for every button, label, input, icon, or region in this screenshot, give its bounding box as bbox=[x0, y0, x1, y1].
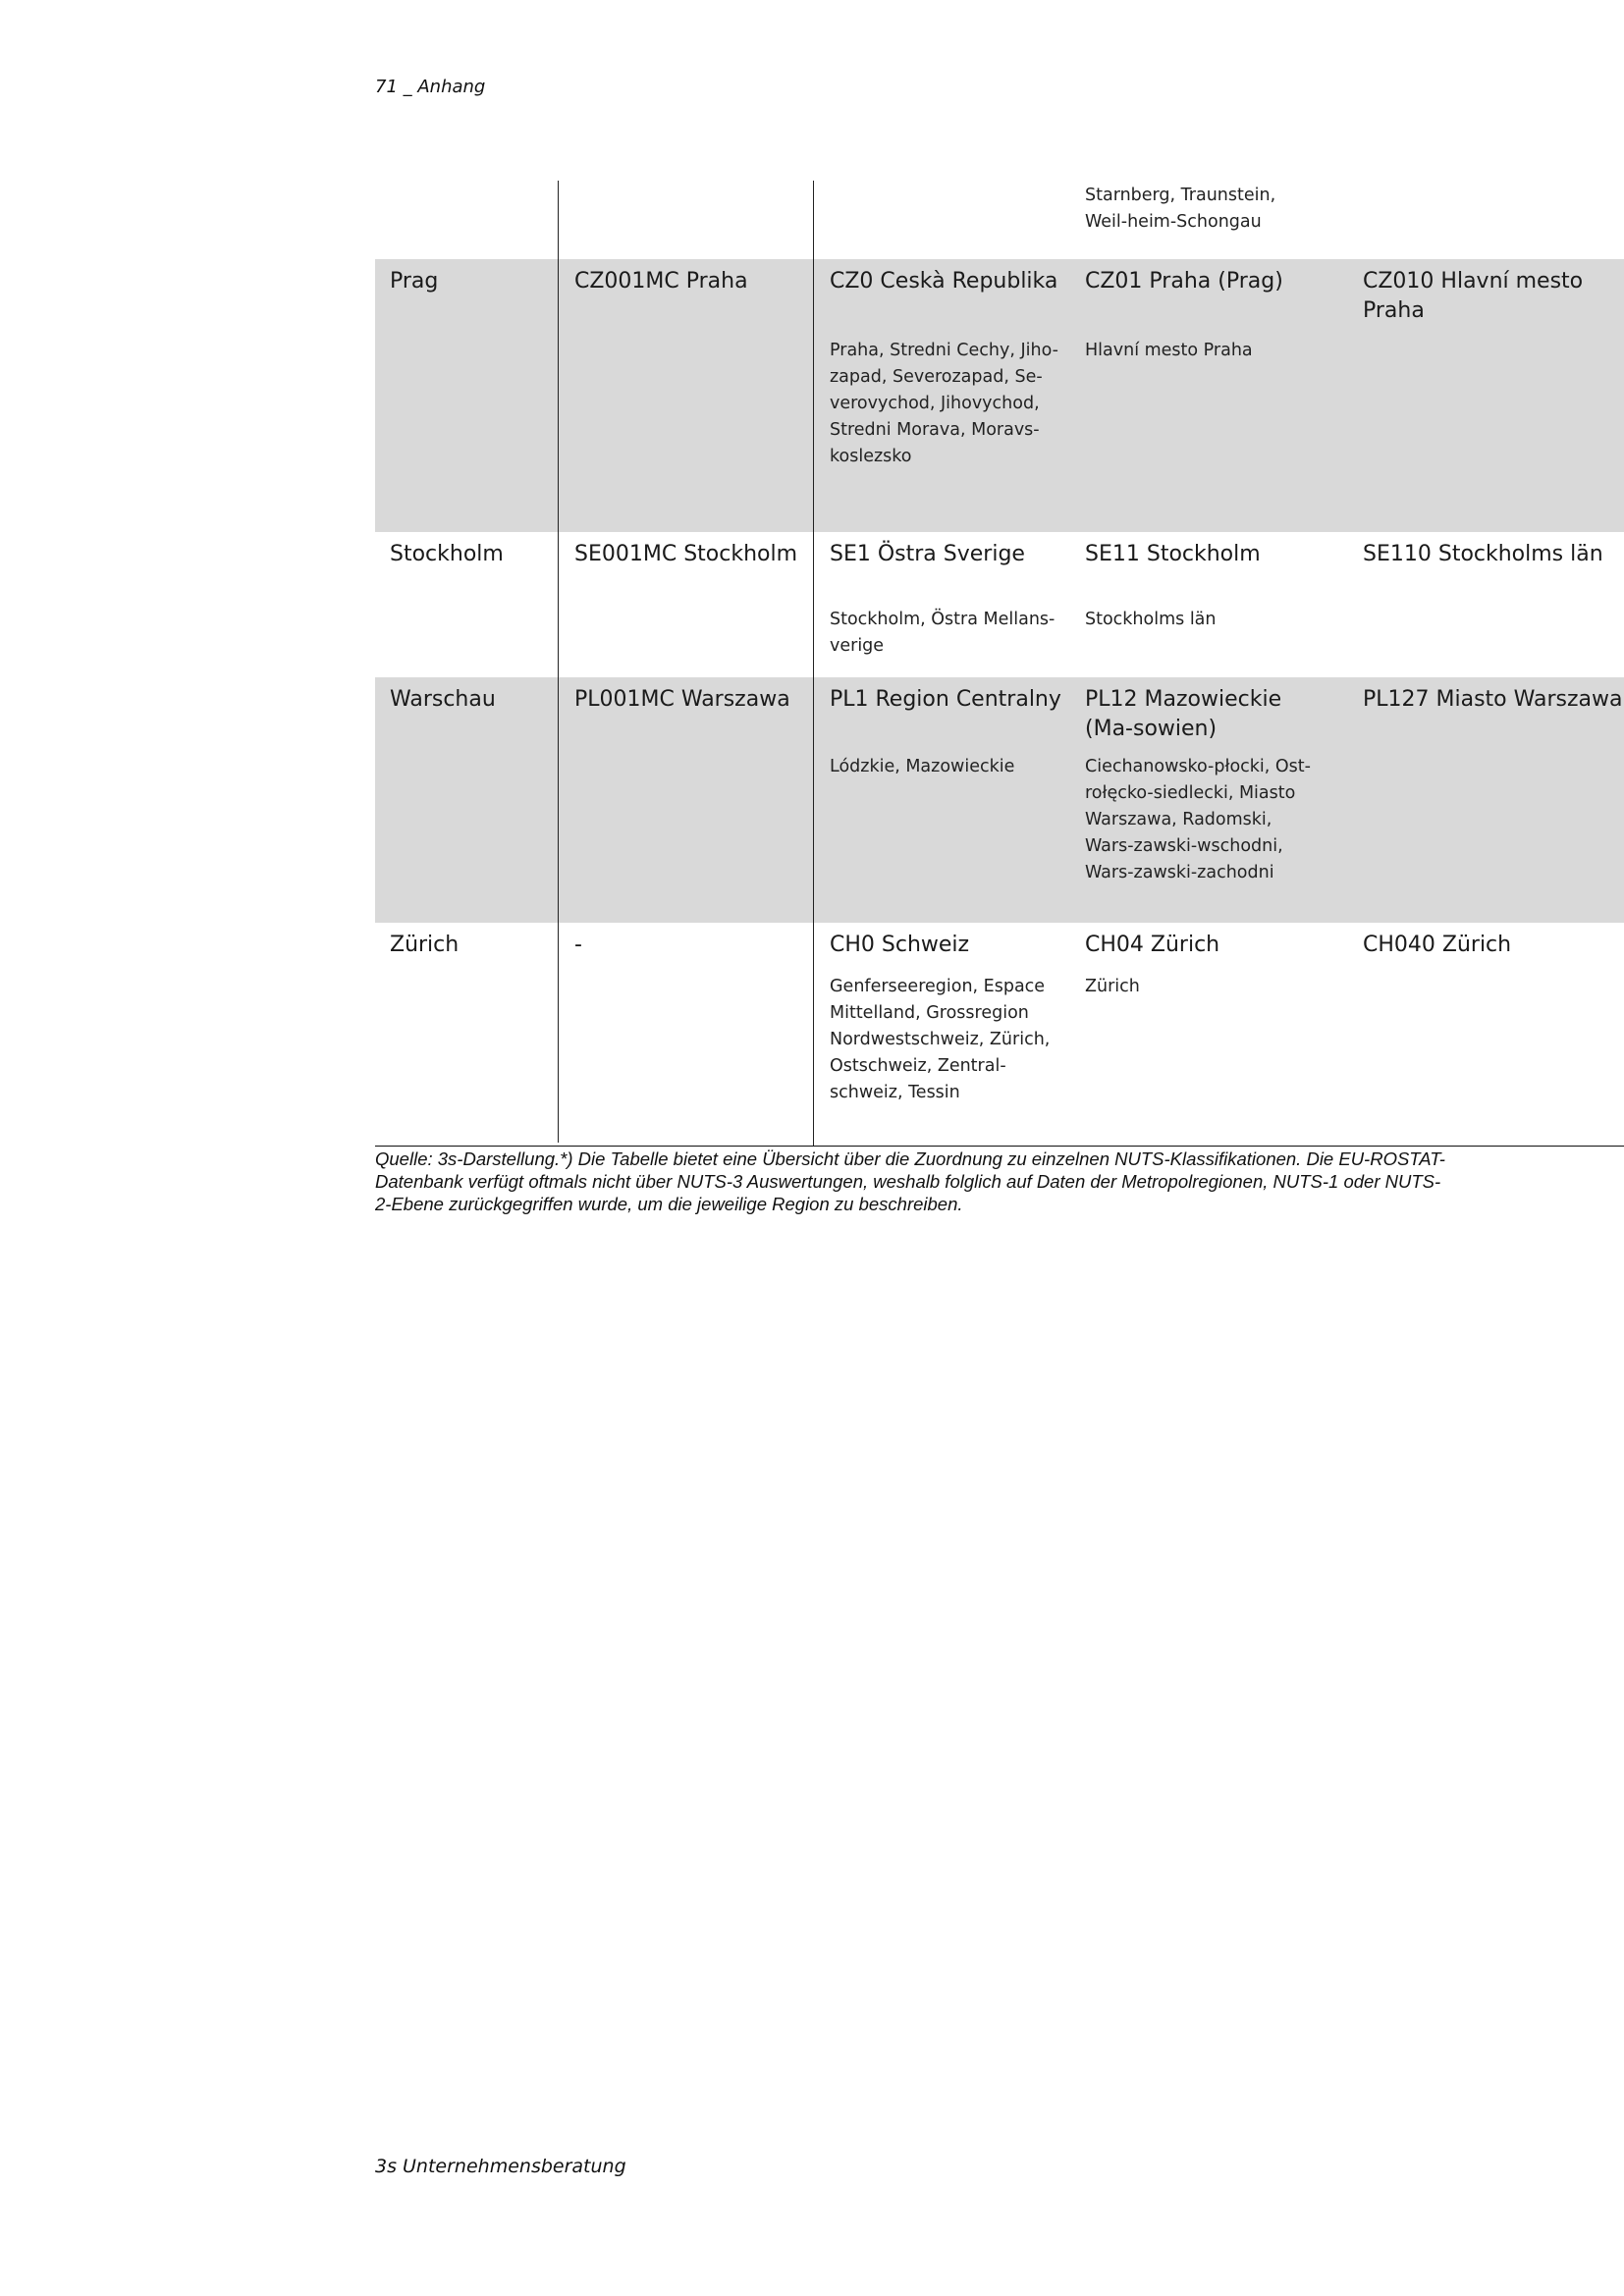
code-cell: PL001MC Warszawa bbox=[574, 687, 790, 712]
code-cell: CZ001MC Praha bbox=[574, 269, 748, 294]
table-row-prag bbox=[375, 259, 1624, 532]
source-note: Quelle: 3s-Darstellung.*) Die Tabelle bietet eine Übersicht über die Zuordnung zu einzelnen NUTS-Klassifikationen. Die EU-ROSTAT-Datenbank verfügt oftmals nicht über NUTS-3 Auswertungen, weshalb folglich auf Daten der Metropolregionen, NUTS-1 oder NUTS-2-Ebene zurückgegriffen wurde, um die jeweilige Region zu beschreiben. bbox=[375, 1148, 1445, 1214]
nuts2-cell: PL12 Mazowieckie (Ma-sowien) bbox=[1085, 687, 1282, 741]
column-divider bbox=[558, 181, 559, 1143]
nuts1-detail-cell: Praha, Stredni Cechy, Jiho-zapad, Severozapad, Se-verovychod, Jihovychod, Stredni Morava, Moravs-koslezsko bbox=[830, 341, 1058, 466]
nuts2-cell: CH04 Zürich bbox=[1085, 933, 1220, 957]
table-row-warschau bbox=[375, 677, 1624, 923]
nuts1-cell: CH0 Schweiz bbox=[830, 933, 970, 957]
nuts1-detail-cell: Lódzkie, Mazowieckie bbox=[830, 757, 1015, 776]
nuts2-detail-cell: Stockholms län bbox=[1085, 610, 1217, 629]
continuation-text: Starnberg, Traunstein, Weil-heim-Schongau bbox=[1085, 186, 1276, 232]
nuts2-cell: SE11 Stockholm bbox=[1085, 542, 1261, 566]
page-header: 71 _ Anhang bbox=[375, 77, 486, 97]
nuts3-cell: CZ010 Hlavní mesto Praha bbox=[1363, 269, 1584, 323]
table-bottom-rule bbox=[375, 1146, 1624, 1147]
nuts1-detail-cell: Stockholm, Östra Mellans-verige bbox=[830, 610, 1056, 656]
page-footer: 3s Unternehmensberatung bbox=[375, 2156, 626, 2177]
nuts2-detail-cell: Hlavní mesto Praha bbox=[1085, 341, 1253, 360]
nuts2-cell: CZ01 Praha (Prag) bbox=[1085, 269, 1283, 294]
nuts1-detail-cell: Genferseeregion, Espace Mittelland, Grossregion Nordwestschweiz, Zürich, Ostschweiz, Zentral-schweiz, Tessin bbox=[830, 977, 1051, 1102]
table-row-stockholm bbox=[375, 532, 1624, 677]
city-cell: Warschau bbox=[390, 687, 496, 712]
table-row-continuation bbox=[375, 181, 1624, 259]
code-cell: - bbox=[574, 933, 582, 957]
nuts2-detail-cell: Zürich bbox=[1085, 977, 1140, 996]
city-cell: Prag bbox=[390, 269, 439, 294]
nuts3-cell: CH040 Zürich bbox=[1363, 933, 1512, 957]
code-cell: SE001MC Stockholm bbox=[574, 542, 798, 566]
nuts1-cell: PL1 Region Centralny bbox=[830, 687, 1061, 712]
city-cell: Stockholm bbox=[390, 542, 504, 566]
nuts1-cell: SE1 Östra Sverige bbox=[830, 542, 1025, 566]
city-cell: Zürich bbox=[390, 933, 460, 957]
nuts1-cell: CZ0 Ceskà Republika bbox=[830, 269, 1058, 294]
nuts3-cell: PL127 Miasto Warszawa bbox=[1363, 687, 1623, 712]
nuts2-detail-cell: Ciechanowsko-płocki, Ost-rołęcko-siedlecki, Miasto Warszawa, Radomski, Wars-zawski-wschodni, Wars-zawski-zachodni bbox=[1085, 757, 1311, 882]
column-divider bbox=[813, 181, 814, 1146]
table-row-zuerich bbox=[375, 923, 1624, 1146]
nuts3-cell: SE110 Stockholms län bbox=[1363, 542, 1603, 566]
